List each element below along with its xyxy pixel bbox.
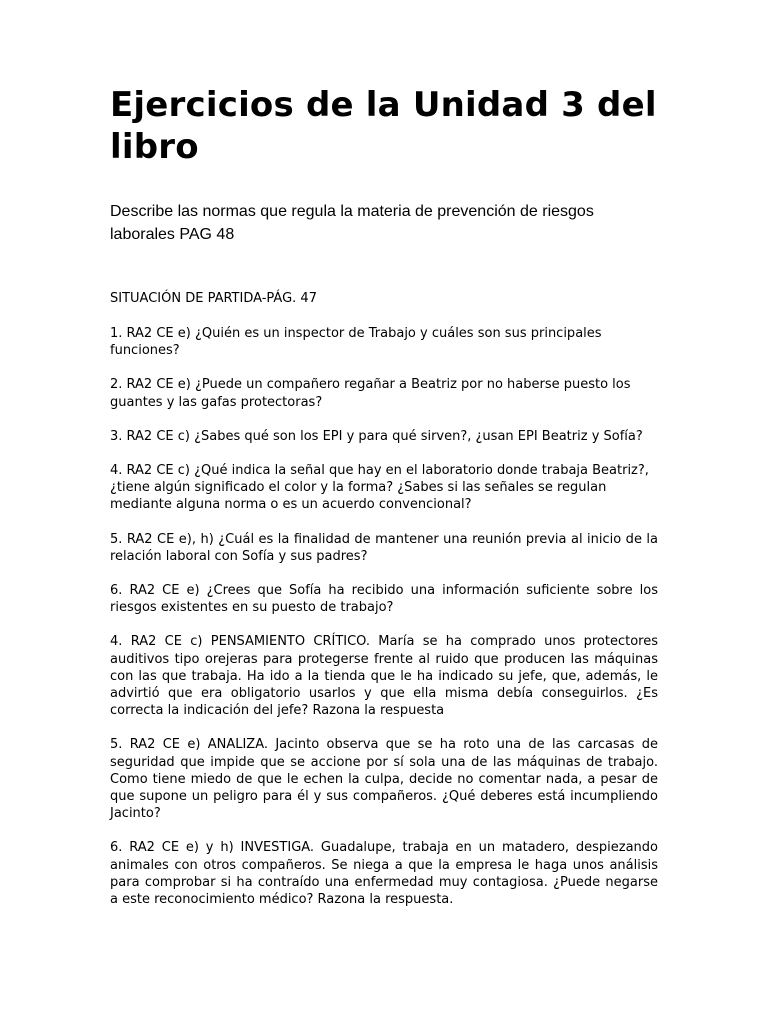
exercise-item-3: 3. RA2 CE c) ¿Sabes qué son los EPI y para qué sirven?, ¿usan EPI Beatriz y Sofía? (110, 428, 643, 444)
exercise-item-analyze: 5. RA2 CE e) ANALIZA. Jacinto observa que se ha roto una de las carcasas de seguridad que impide que se accione por sí sola una de las máquinas de trabajo. Como tiene miedo de que le echen la culpa, decide no comentar nada, a pesar de que supone un peligro para él y sus compañeros. ¿Qué deberes está incumpliendo Jacinto? (110, 737, 658, 822)
page-title: Ejercicios de la Unidad 3 del libro (110, 85, 657, 167)
exercise-item-1: 1. RA2 CE e) ¿Quién es un inspector de Trabajo y cuáles son sus principales funciones? (110, 326, 602, 359)
exercise-item-6: 6. RA2 CE e) ¿Crees que Sofía ha recibido una información suficiente sobre los riesgos existentes en su puesto de trabajo? (110, 583, 658, 616)
exercise-item-critical-thinking: 4. RA2 CE c) PENSAMIENTO CRÍTICO. María se ha comprado unos protectores auditivos tipo orejeras para protegerse frente al ruido que producen las máquinas con las que trabaja. Ha ido a la tienda que le ha indicado su jefe, que, además, le advirtió que era obligatorio usarlos y que ella misma debía conseguirlos. ¿Es correcta la indicación del jefe? Razona la respuesta (110, 634, 658, 719)
exercise-item-5: 5. RA2 CE e), h) ¿Cuál es la finalidad de mantener una reunión previa al inicio de la relación laboral con Sofía y sus padres? (110, 531, 658, 564)
subtitle-paragraph: Describe las normas que regula la materia de prevención de riesgos laborales PAG 48 (110, 203, 594, 243)
section-heading: SITUACIÓN DE PARTIDA-PÁG. 47 (110, 291, 317, 306)
exercise-item-4: 4. RA2 CE c) ¿Qué indica la señal que hay en el laboratorio donde trabaja Beatriz?, ¿tiene algún significado el color y la forma? ¿Sabes si las señales se regulan mediante alguna norma o es un acuerdo convencional? (110, 463, 649, 513)
exercise-item-investigate: 6. RA2 CE e) y h) INVESTIGA. Guadalupe, trabaja en un matadero, despiezando animales con otros compañeros. Se niega a que la empresa le haga unos análisis para comprobar si ha contraído una enfermedad muy contagiosa. ¿Puede negarse a este reconocimiento médico? Razona la respuesta. (110, 840, 658, 908)
exercise-item-2: 2. RA2 CE e) ¿Puede un compañero regañar a Beatriz por no haberse puesto los guantes y las gafas protectoras? (110, 377, 631, 410)
document-page (110, 84, 658, 908)
